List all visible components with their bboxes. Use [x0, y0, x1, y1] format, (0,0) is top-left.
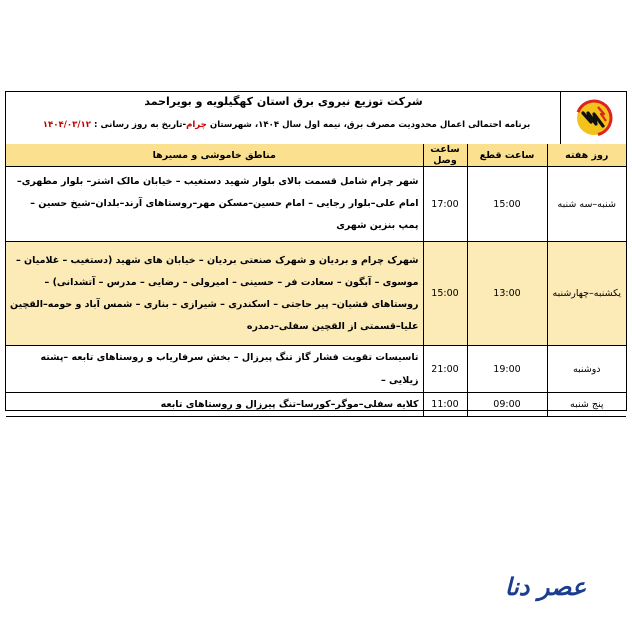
- table-row: [6, 167, 626, 242]
- header-areas: مناطق خاموشی و مسیرها: [6, 144, 423, 167]
- row-connect-time: 21:00: [423, 346, 467, 393]
- table-header-row: [6, 144, 626, 167]
- header-cut-time: ساعت قطع: [467, 144, 547, 167]
- update-date: ۱۴۰۴/۰۳/۱۲: [42, 120, 92, 130]
- row-areas: کلایه سفلی–موگر–کورسا–تنگ پیرزال و روستاهای تابعه: [6, 393, 423, 417]
- subtitle-middle: -تاریخ به روز رسانی :: [94, 120, 187, 130]
- document-title: شرکت توزیع نیروی برق استان کهگیلویه و بویراحمد: [144, 95, 423, 108]
- row-areas: شهرک چرام و بردیان و شهرک صنعتی بردیان – خیابان های شهید (دستغیب – غلامیان – موسوی – آبگون – سعادت فر – حسینی – امیرولی – رضایی – مدرس – آتشدانی) – روستاهای فشیان– پیر حاجتی – اسکندری – شیرازی – بناری – شمس آباد و حومه–القچین علیا–قسمتی از القچین سفلی–دمدره: [6, 242, 423, 346]
- header-day: روز هفته: [547, 144, 626, 167]
- subtitle-prefix: برنامه احتمالی اعمال محدودیت مصرف برق، نیمه اول سال ۱۴۰۴، شهرستان: [209, 120, 531, 130]
- table-row: [6, 346, 626, 393]
- row-day: پنج شنبه: [547, 393, 626, 417]
- document-header: [6, 92, 626, 145]
- row-day: شنبه–سه شنبه: [547, 167, 626, 242]
- header-connect-time: ساعت وصل: [423, 144, 467, 167]
- document-subtitle: [12, 120, 561, 130]
- subtitle-city: چرام: [186, 120, 207, 130]
- outage-schedule-sheet: [5, 91, 627, 411]
- row-cut-time: 09:00: [467, 393, 547, 417]
- row-cut-time: 13:00: [467, 242, 547, 346]
- electricity-company-logo-icon: [560, 92, 626, 144]
- watermark-logo: عصر دنا: [504, 572, 587, 601]
- outage-table: [6, 144, 626, 417]
- row-areas: شهر چرام شامل قسمت بالای بلوار شهید دستغیب – خیابان مالک اشتر– بلوار مطهری– امام علی–بلوار رجایی – امام حسین–مسکن مهر–روستاهای آرند–بلدان–شیخ حسین – پمپ بنزین شهری: [6, 167, 423, 242]
- row-cut-time: 19:00: [467, 346, 547, 393]
- row-connect-time: 15:00: [423, 242, 467, 346]
- row-connect-time: 17:00: [423, 167, 467, 242]
- row-connect-time: 11:00: [423, 393, 467, 417]
- row-areas: تاسیسات تقویت فشار گاز تنگ پیرزال – بخش سرفاریاب و روستاهای تابعه –پشته زیلایی –: [6, 346, 423, 393]
- table-row: [6, 393, 626, 417]
- row-day: یکشنبه–چهارشنبه: [547, 242, 626, 346]
- row-cut-time: 15:00: [467, 167, 547, 242]
- row-day: دوشنبه: [547, 346, 626, 393]
- table-row: [6, 242, 626, 346]
